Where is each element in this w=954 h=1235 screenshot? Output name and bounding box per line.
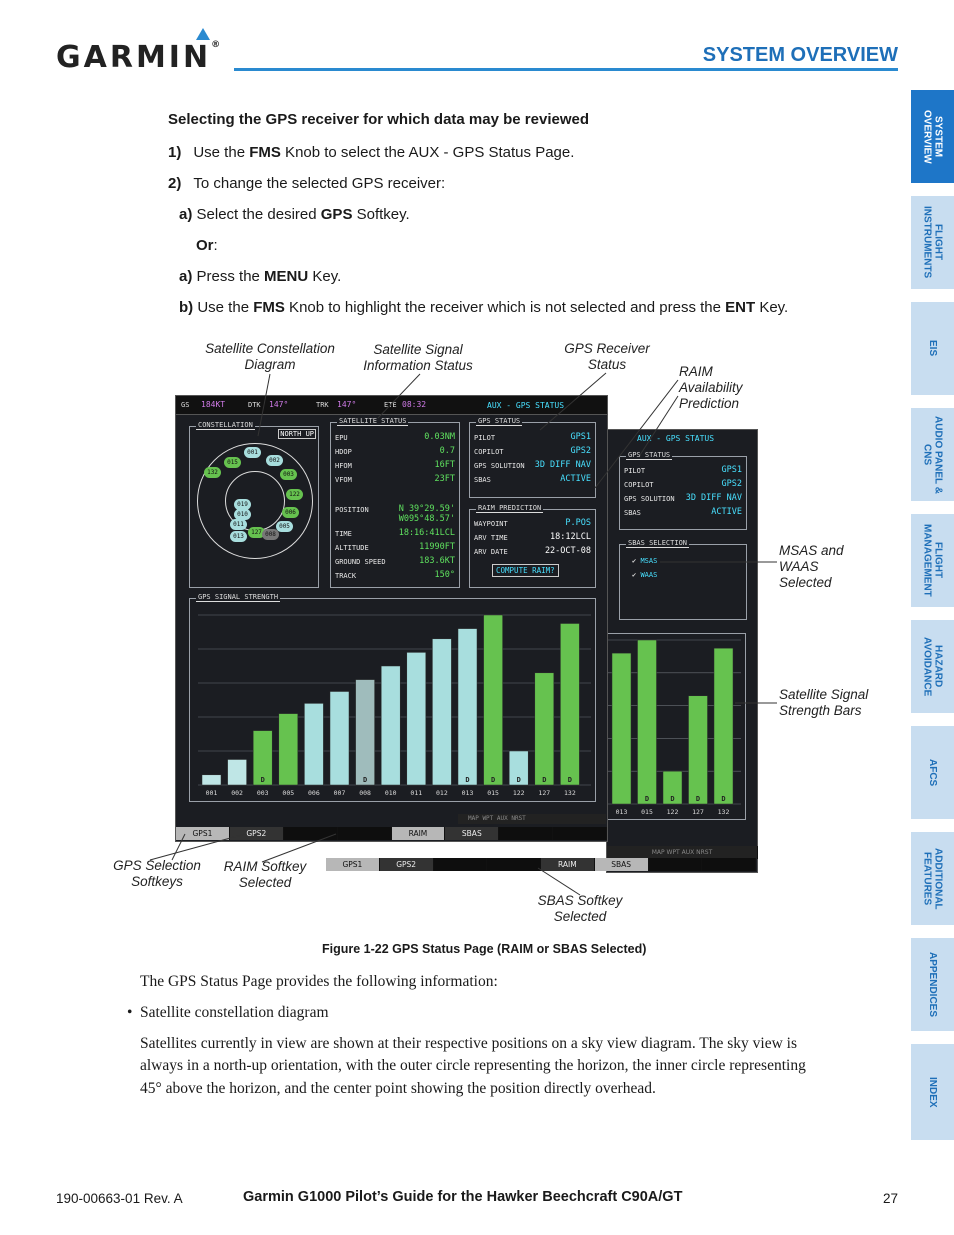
sbas-selection-panel: SBAS SELECTION ✔ MSAS ✔ WAAS — [619, 544, 747, 620]
tab-audio-panel-cns[interactable]: AUDIO PANEL & CNS — [911, 408, 954, 501]
callout-raim-softkey: RAIM Softkey Selected — [223, 859, 307, 890]
page-number: 27 — [883, 1191, 899, 1206]
callout-raim: RAIM Availability Prediction — [679, 364, 743, 411]
satellite-marker: 011 — [230, 519, 247, 530]
differential-mark: D — [260, 776, 265, 784]
differential-mark: D — [567, 776, 573, 784]
callout-receiver-status: GPS Receiver Status — [564, 341, 650, 372]
softkey-raim[interactable]: RAIM — [392, 827, 446, 840]
callout-constellation: Satellite Constellation Diagram — [205, 341, 335, 372]
doc-number: 190-00663-01 Rev. A — [56, 1191, 183, 1206]
softkey-gps2[interactable]: GPS2 — [380, 858, 434, 871]
differential-mark: D — [362, 776, 368, 784]
differential-mark: D — [670, 795, 675, 803]
satellite-marker: 019 — [234, 499, 251, 510]
differential-mark: D — [644, 795, 650, 803]
tab-afcs[interactable]: AFCS — [911, 726, 954, 819]
callout-signal-info: Satellite Signal Information Status — [363, 342, 473, 373]
paragraph-line: 45° above the horizon, and the center point showing the position directly overhead. — [140, 1080, 656, 1097]
constellation-panel: CONSTELLATION NORTH UP 001 002 132 015 003 122 019 006 010 011 005 127 008 013 — [189, 426, 319, 588]
softkey-sbas[interactable]: SBAS — [445, 827, 499, 840]
step-or: Or: — [196, 237, 218, 254]
gps-status-panel: GPS STATUS PILOT GPS1 COPILOT GPS2 GPS SOLUTION 3D DIFF NAV SBAS ACTIVE — [619, 456, 747, 530]
bar-label: 006 — [308, 789, 320, 797]
softkey-bar-2: MAP WPT AUX NRST — [607, 846, 757, 859]
bar-label: 013 — [615, 808, 628, 816]
satellite-marker: 003 — [280, 469, 297, 480]
differential-mark: D — [465, 776, 470, 784]
bar-label: 013 — [461, 789, 474, 797]
bar-label: 003 — [256, 789, 269, 797]
bar-label: 015 — [641, 808, 653, 816]
bar-label: 005 — [282, 789, 295, 797]
bar-label: 132 — [717, 808, 730, 816]
tab-hazard-avoidance[interactable]: HAZARD AVOIDANCE — [911, 620, 954, 713]
waas-checkbox[interactable]: ✔ WAAS — [632, 571, 658, 579]
callout-strength-bars: Satellite Signal Strength Bars — [779, 687, 869, 718]
bar-label: 132 — [564, 789, 576, 797]
section-title: SYSTEM OVERVIEW — [702, 44, 898, 66]
msas-checkbox[interactable]: ✔ MSAS — [632, 557, 658, 565]
step-1: 1) Use the FMS Knob to select the AUX - GPS Status Page. — [168, 144, 575, 161]
step-2a-alt: a) Press the MENU Key. — [179, 268, 342, 285]
bar-label: 002 — [231, 789, 243, 797]
signal-strength-panel: GPS SIGNAL STRENGTH 001 002 003 D 005 006 007 008 D 010 011 012 013 D 015 D 122 D 127 D 132 D — [189, 598, 596, 802]
tab-additional-features[interactable]: ADDITIONAL FEATURES — [911, 832, 954, 925]
tab-index[interactable]: INDEX — [911, 1044, 954, 1140]
page-title: AUX - GPS STATUS — [487, 401, 565, 410]
tab-system-overview[interactable]: SYSTEM OVERVIEW — [911, 90, 954, 183]
softkey-raim[interactable]: RAIM — [541, 858, 595, 871]
satellite-marker: 013 — [230, 531, 247, 542]
satellite-marker: 001 — [244, 447, 261, 458]
footer-title: Garmin G1000 Pilot’s Guide for the Hawker Beechcraft C90A/GT — [243, 1189, 683, 1205]
step-2: 2) To change the selected GPS receiver: — [168, 175, 446, 192]
procedure-heading: Selecting the GPS receiver for which data may be reviewed — [168, 111, 589, 128]
bullet: • — [127, 1004, 133, 1021]
raim-prediction-panel: RAIM PREDICTION WAYPOINT P.POS ARV TIME 18:12LCL ARV DATE 22-OCT-08 COMPUTE RAIM? — [469, 509, 596, 588]
step-2b: b) Use the FMS Knob to highlight the receiver which is not selected and press the ENT Key. — [179, 299, 789, 316]
bar-label: 122 — [512, 789, 525, 797]
satellite-marker: 005 — [276, 521, 293, 532]
bar-label: 015 — [487, 789, 499, 797]
paragraph-line: Satellites currently in view are shown at their respective positions on a sky view diagram. The sky view is — [140, 1035, 798, 1052]
satellite-marker: 015 — [224, 457, 241, 468]
differential-mark: D — [490, 776, 496, 784]
gps-status-panel: GPS STATUS PILOT GPS1 COPILOT GPS2 GPS SOLUTION 3D DIFF NAV SBAS ACTIVE — [469, 422, 596, 498]
callout-sbas-softkey: SBAS Softkey Selected — [537, 893, 623, 924]
satellite-marker: 010 — [234, 509, 251, 520]
satellite-marker: 127 — [248, 527, 265, 538]
garmin-logo: GARMIN® — [56, 40, 224, 75]
softkey-gps1[interactable]: GPS1 — [176, 827, 230, 840]
softkey-sbas[interactable]: SBAS — [595, 858, 649, 871]
differential-mark: D — [721, 795, 726, 803]
differential-mark: D — [695, 795, 701, 803]
tab-flight-instruments[interactable]: FLIGHT INSTRUMENTS — [911, 196, 954, 289]
compute-raim-button[interactable]: COMPUTE RAIM? — [492, 564, 559, 577]
differential-mark: D — [516, 776, 521, 784]
callout-gps-softkeys: GPS Selection Softkeys — [113, 858, 201, 889]
figure-caption: Figure 1-22 GPS Status Page (RAIM or SBAS Selected) — [322, 942, 647, 956]
bar-label: 012 — [436, 789, 448, 797]
bar-label: 008 — [359, 789, 371, 797]
bar-label: 001 — [205, 789, 218, 797]
softkey-gps2[interactable]: GPS2 — [230, 827, 284, 840]
bar-label: 011 — [410, 789, 423, 797]
north-up-label: NORTH UP — [280, 430, 314, 438]
callout-msas-waas: MSAS and WAAS Selected — [779, 543, 844, 590]
softkey-gps1[interactable]: GPS1 — [326, 858, 380, 871]
satellite-status-panel: SATELLITE STATUS EPU 0.03NM HDOP 0.7 HFOM 16FT VFOM 23FT POSITION N 39°29.59' W095°48.57' TIME 18:16:41LCL ALTITUDE 11990FT GROUND SPEED 183.6KT TRACK 150° — [330, 422, 460, 588]
tab-eis[interactable]: EIS — [911, 302, 954, 395]
bar-label: 127 — [692, 808, 704, 816]
bullet-text: Satellite constellation diagram — [140, 1004, 329, 1021]
tab-flight-management[interactable]: FLIGHT MANAGEMENT — [911, 514, 954, 607]
bar-label: 122 — [666, 808, 679, 816]
satellite-marker: 002 — [266, 455, 283, 466]
satellite-marker: 122 — [286, 489, 303, 500]
nav-status-bar: GS 184KT DTK 147° TRK 147° ETE 08:32 AUX - GPS STATUS — [176, 396, 607, 415]
bar-label: 007 — [333, 789, 346, 797]
tab-appendices[interactable]: APPENDICES — [911, 938, 954, 1031]
satellite-marker: 006 — [282, 507, 299, 518]
page-group-indicator: MAP WPT AUX NRST — [458, 814, 606, 824]
bar-label: 127 — [538, 789, 551, 797]
intro-text: The GPS Status Page provides the following information: — [140, 973, 498, 990]
paragraph-line: always in a north-up orientation, with the outer circle representing the horizon, the inner circle representing — [140, 1057, 806, 1074]
differential-mark: D — [542, 776, 547, 784]
page-title: AUX - GPS STATUS — [637, 434, 715, 443]
satellite-marker: 008 — [262, 529, 279, 540]
bar-label: 010 — [384, 789, 397, 797]
step-2a: a) Select the desired GPS Softkey. — [179, 206, 410, 223]
satellite-marker: 132 — [204, 467, 221, 478]
